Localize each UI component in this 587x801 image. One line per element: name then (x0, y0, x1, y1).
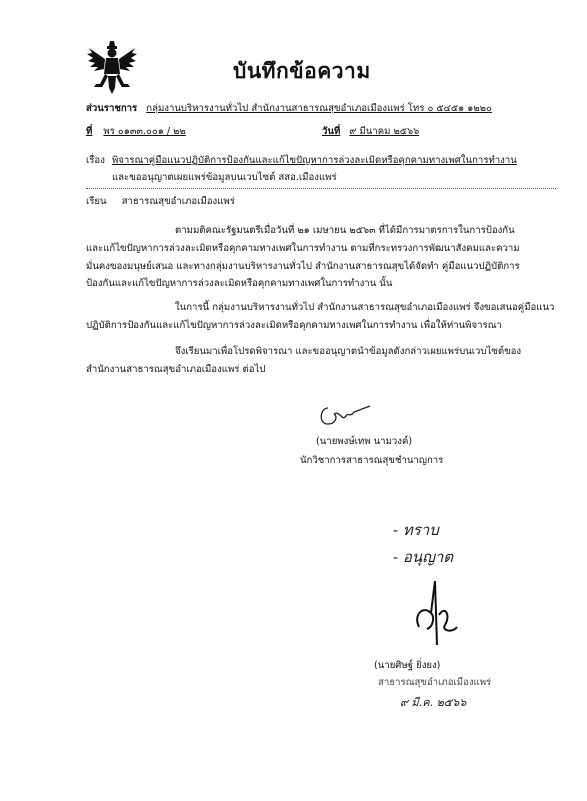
body-p1-line4: ป้องกันและแก้ไขปัญหาการล่วงละเมิดหรือคุกคามทางเพศในการทำงาน นั้น (86, 278, 393, 289)
ref-row (86, 126, 186, 138)
memo-title: บันทึกข้อความ (233, 59, 371, 83)
approval-date: ๙ มี.ค. ๒๕๖๖ (400, 696, 467, 709)
body-p2-line2: ปฏิบัติการป้องกันและแก้ไขปัญหาการล่วงละเมิดหรือคุกคามทางเพศในการทำงาน เพื่อให้ท่านพิจารณา (86, 320, 502, 331)
agency-row (86, 103, 492, 115)
body-p1-line1: ตามมติคณะรัฐมนตรีเมื่อวันที่ ๒๑ เมษายน ๒๕๖๓ ที่ได้มีการมาตรการในการป้องกัน (175, 225, 515, 236)
date-label: วันที่ (322, 126, 341, 137)
date-row (322, 126, 419, 138)
subject-label: เรื่อง (86, 155, 105, 166)
subject-row (86, 155, 517, 167)
ref-label: ที่ (86, 126, 93, 137)
approver-position: สาธารณสุขอำเภอเมืองแพร่ (378, 677, 492, 688)
sender-name: (นายพงษ์เทพ นามวงค์) (316, 436, 413, 447)
agency-value: กลุ่มงานบริหารงานทั่วไป สำนักงานสาธารณสุขอำเภอเมืองแพร่ โทร ๐ ๕๔๕๑ ๑๒๒๐ (146, 103, 492, 114)
approver-name: (นายศิษฐ์ ยิ่งยง) (374, 660, 441, 671)
to-label: เรียน (86, 196, 107, 207)
date-value: ๙ มีนาคม ๒๕๖๖ (349, 126, 420, 137)
agency-label: ส่วนราชการ (86, 103, 138, 114)
sender-position: นักวิชาการสาธารณสุขชำนาญการ (300, 455, 444, 466)
garuda-emblem (86, 40, 138, 96)
sender-signature (316, 398, 376, 430)
subject-line-1: พิจารณาคู่มือแนวปฏิบัติการป้องกันและแก้ไขปัญหาการล่วงละเมิดหรือคุกคามทางเพศในการทำงาน (111, 155, 517, 166)
body-p3-line2: สำนักงานสาธารณสุขอำเภอเมืองแพร่ ต่อไป (86, 364, 266, 375)
approval-note-2: - อนุญาต (393, 548, 454, 566)
to-row (86, 196, 235, 208)
body-p1-line3: มั่นคงของมนุษย์เสนอ และทางกลุ่มงานบริหารงานทั่วไป สำนักงานสาธารณสุขได้จัดทำ คู่มือแนวปฏิบัติการ (86, 261, 520, 272)
body-p1-line2: และแก้ไขปัญหาการล่วงละเมิดหรือคุกคามทางเพศในการทำงาน ตามที่กระทรวงการพัฒนาสังคมและความ (86, 243, 520, 254)
subject-divider (86, 188, 556, 189)
subject-line-2: และขออนุญาตเผยแพร่ข้อมูลบนเวบไซต์ สสอ.เมืองแพร่ (112, 172, 337, 183)
ref-value: พร ๐๑๓๓.๐๐๑ / ๒๒ (103, 126, 186, 137)
approver-signature (405, 575, 465, 655)
approval-note-1: - ทราบ (393, 521, 439, 539)
to-value: สาธารณสุขอำเภอเมืองแพร่ (121, 196, 235, 207)
body-p3-line1: จึงเรียนมาเพื่อโปรดพิจารณา และขออนุญาตนำข้อมูลดังกล่าวเผยแพร่บนเวบไซต์ของ (175, 346, 522, 357)
body-p2-line1: ในการนี้ กลุ่มงานบริหารงานทั่วไป สำนักงานสาธารณสุขอำเภอเมืองแพร่ จึงขอเสนอคู่มือแนว (175, 302, 555, 313)
